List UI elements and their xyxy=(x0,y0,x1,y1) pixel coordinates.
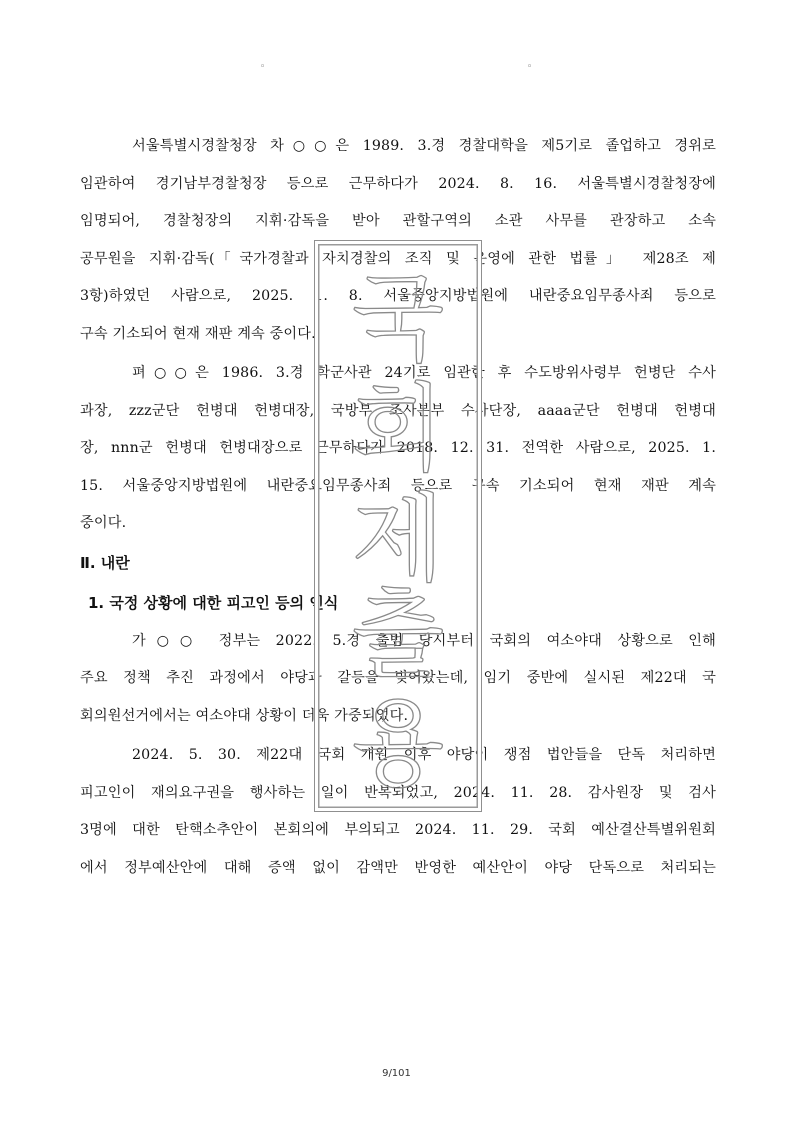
text-line: 임관하여 경기남부경찰청장 등으로 근무하다가 2024. 8. 16. 서울특별시경찰청장에 xyxy=(80,175,716,192)
subsection-heading: 1. 국정 상황에 대한 피고인 등의 인식 xyxy=(88,593,339,612)
paragraph-2 xyxy=(80,355,716,543)
text-line: 15. 서울중앙지방법원에 내란중요임무종사죄 등으로 구속 기소되어 현재 재판 계속 xyxy=(80,477,716,494)
header-mark-left: ◦ xyxy=(260,62,266,72)
text-line: 임명되어, 경찰청장의 지휘·감독을 받아 관할구역의 소관 사무를 관장하고 소속 xyxy=(80,213,716,229)
document-body xyxy=(80,128,716,887)
stamp-char: 용 xyxy=(351,688,445,800)
text-line: 펴○○은 1986. 3.경 학군사관 24기로 임관한 후 수도방위사령부 헌병단 수사 xyxy=(132,365,716,381)
text-line: 가○○ 정부는 2022. 5.경 출범 당시부터 국회의 여소야대 상황으로 인해 xyxy=(132,632,716,649)
text-line: 2024. 5. 30. 제22대 국회 개원 이후 야당이 쟁점 법안들을 단독 처리하면 xyxy=(132,747,716,763)
section-heading: Ⅱ. 내란 xyxy=(80,553,130,572)
text-line: 3명에 대한 탄핵소추안이 본회의에 부의되고 2024. 11. 29. 국회 예산결산특별위원회 xyxy=(80,822,716,838)
text-line: 회의원선거에서는 여소야대 상황이 더욱 가중되었다. xyxy=(80,707,409,724)
text-line: 구속 기소되어 현재 재판 계속 중이다. xyxy=(80,325,316,342)
stamp-char: 출 xyxy=(351,578,445,690)
text-line: 중이다. xyxy=(80,515,127,531)
paragraph-1 xyxy=(80,128,716,353)
stamp-char: 회 xyxy=(351,373,445,485)
text-line: 3항)하였던 사람으로, 2025. 1. 8. 서울중앙지방법원에 내란중요임무종사죄 등으로 xyxy=(80,288,716,304)
text-line: 공무원을 지휘·감독(「국가경찰과 자치경찰의 조직 및 운영에 관한 법률」 제28조 제 xyxy=(80,250,716,267)
paragraph-4 xyxy=(80,737,716,887)
stamp-char: 국 xyxy=(351,263,445,375)
text-line: 서울특별시경찰청장 차○○은 1989. 3.경 경찰대학을 제5기로 졸업하고 경위로 xyxy=(132,138,716,154)
page-number: 9/101 xyxy=(382,1068,411,1079)
text-line: 주요 정책 추진 과정에서 야당과 갈등을 빚어왔는데, 임기 중반에 실시된 제22대 국 xyxy=(80,670,716,686)
text-line: 장, nnn군 헌병대 헌병대장으로 근무하다가 2018. 12. 31. 전역한 사람으로, 2025. 1. xyxy=(80,440,716,456)
text-line: 과장, zzz군단 헌병대 헌병대장, 국방부 조사본부 수사단장, aaaa군단 헌병대 헌병대 xyxy=(80,402,716,419)
paragraph-3 xyxy=(80,623,716,736)
header-mark-right: ◦ xyxy=(527,62,533,72)
text-line: 에서 정부예산안에 대해 증액 없이 감액만 반영한 예산안이 야당 단독으로 처리되는 xyxy=(80,859,716,876)
stamp-char: 제 xyxy=(351,483,445,595)
text-line: 피고인이 재의요구권을 행사하는 일이 반복되었고, 2024. 11. 28. 감사원장 및 검사 xyxy=(80,784,716,801)
